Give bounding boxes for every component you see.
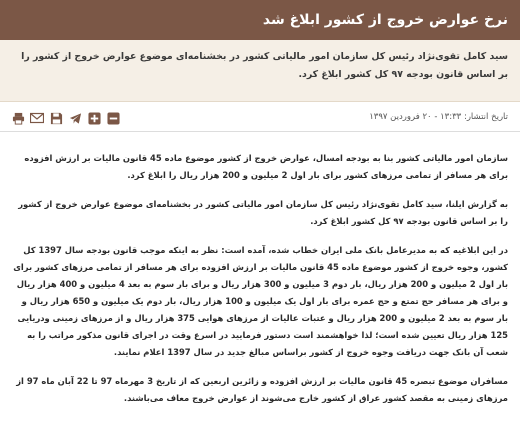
print-icon bbox=[12, 112, 25, 125]
article-paragraph: به گزارش ایلنا، سید کامل تقوی‌نژاد رئیس کل سازمان امور مالیاتی کشور در بخشنامه‌ای موضوع عوارض خروج از کشور را بر اساس قانون بودجه ۹۷ کل کشور ابلاغ کرد. bbox=[18, 199, 508, 226]
article-lead bbox=[0, 40, 520, 102]
article-paragraph: مسافران موضوع تبصره 45 قانون مالیات بر ارزش افزوده و زائرین اربعین که از تاریخ 3 مهرماه 97 تا 22 آبان ماه 97 از مرزهای زمینی به مقصد کشور عراق از کشور خارج می‌شوند از عوارض خروج معاف می‌باشند. bbox=[16, 376, 508, 403]
print-button[interactable] bbox=[10, 110, 26, 126]
save-icon bbox=[50, 112, 63, 125]
lead-text: سید کامل تقوی‌نژاد رئیس کل سازمان امور مالیاتی کشور در بخشنامه‌ای موضوع عوارض خروج از کشور را بر اساس قانون بودجه ۹۷ کل کشور ابلاغ کرد. bbox=[21, 51, 508, 80]
article-title: نرخ عوارض خروج از کشور ابلاغ شد bbox=[262, 12, 508, 28]
minus-icon bbox=[107, 112, 120, 125]
article-body bbox=[12, 150, 508, 419]
article-header bbox=[0, 0, 520, 40]
article-paragraph: سازمان امور مالیاتی کشور بنا به بودجه امسال، عوارض خروج از کشور موضوع ماده 45 قانون مالیات بر ارزش افزوده برای هر مسافر از تمامی مرزهای کشور برای بار اول 2 میلیون و 200 هزار ریال را ابلاغ کرد. bbox=[24, 153, 508, 180]
decrease-font-button[interactable] bbox=[105, 110, 121, 126]
telegram-icon bbox=[69, 112, 82, 125]
save-button[interactable] bbox=[48, 110, 64, 126]
increase-font-button[interactable] bbox=[86, 110, 102, 126]
email-button[interactable] bbox=[29, 110, 45, 126]
article-meta-bar bbox=[0, 104, 520, 132]
article-paragraph: در این ابلاغیه که به مدیرعامل بانک ملی ایران خطاب شده، آمده است: نظر به اینکه موجب قانون بودجه سال 1397 کل کشور، وجوه خروج از کشور موضوع ماده 45 قانون مالیات بر ارزش افزوده برای هر مسافر از تمامی مرزهای کشور برای بار اول 2 میلیون و 200 هزار ریال، بار دوم 3 میلیون و 300 هزار ریال و برای بار سوم به بعد 4 میلیون و 400 هزار ریال و برای هر مسافر حج تمتع و حج عمره برای بار اول یک میلیون و 100 هزار ریال، بار دوم یک میلیون و 650 هزار ریال و بار سوم به بعد 2 میلیون و 200 هزار ریال و عتبات عالیات از مرزهای هوایی 375 هزار ریال و از مرزهای زمینی ودریایی 125 هزار ریال تعیین شده است؛ لذا خواهشمند است دستور فرمایید در اسرع وقت در اجرای قانون مذکور مراتب را به شعب آن بانک جهت دریافت وجوه خروج از کشور براساس مبالغ جدید در سال 1397 اعلام نمایند. bbox=[13, 245, 508, 357]
plus-icon bbox=[88, 112, 101, 125]
email-icon bbox=[30, 112, 44, 124]
article-toolbar bbox=[10, 110, 121, 126]
telegram-button[interactable] bbox=[67, 110, 83, 126]
publish-date: تاریخ انتشار: ۱۳:۳۳ - ۲۰ فروردین ۱۳۹۷ bbox=[369, 112, 508, 122]
